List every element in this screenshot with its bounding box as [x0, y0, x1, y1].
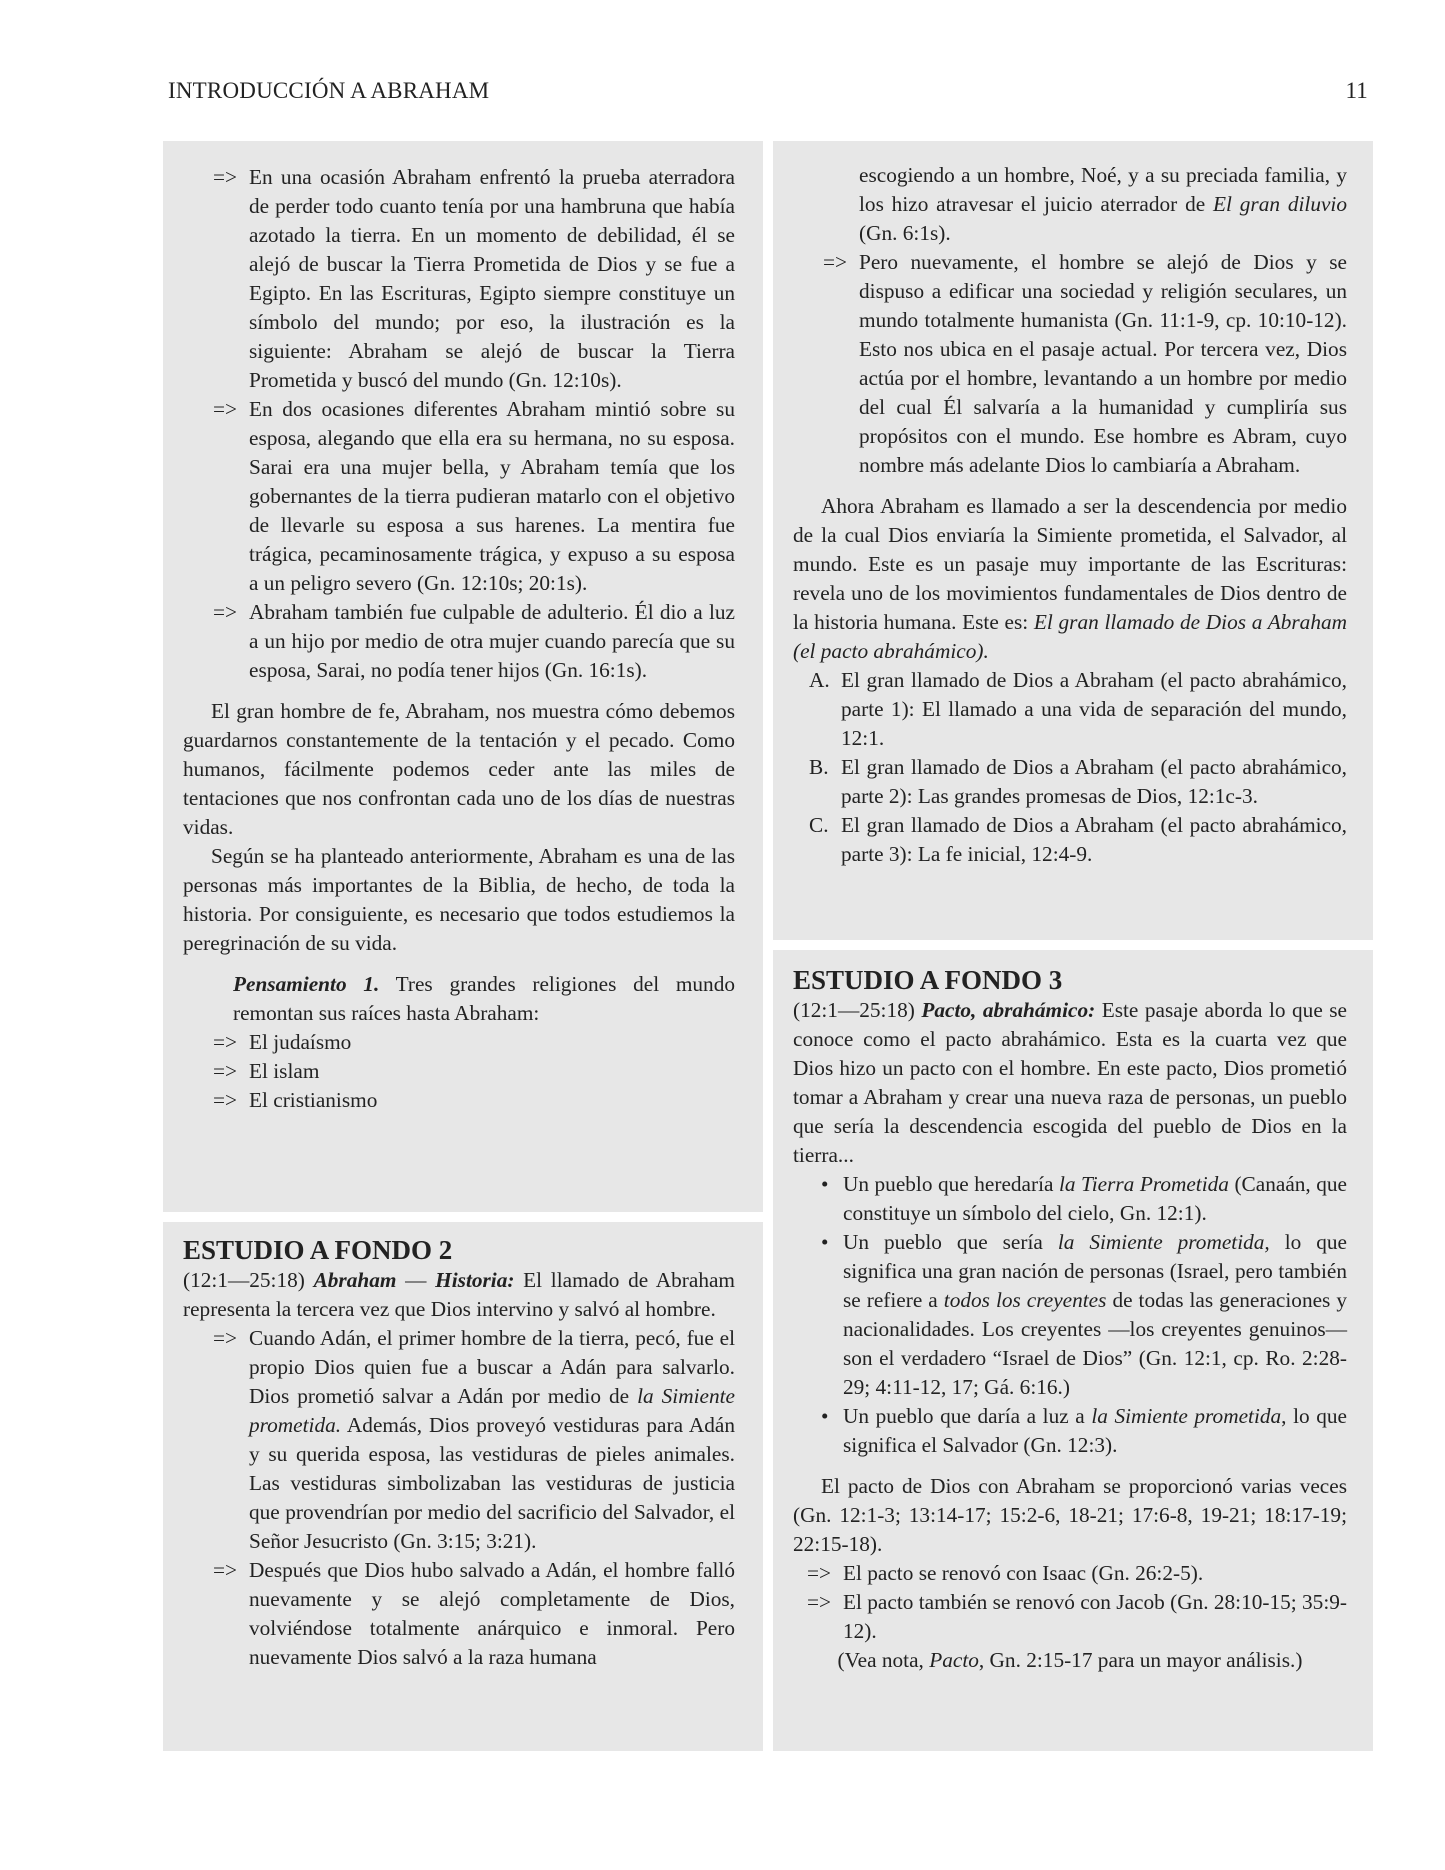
dash: —: [405, 1268, 427, 1292]
list-item: [823, 248, 1347, 480]
arrow-marker: =>: [213, 165, 238, 189]
page-header: [168, 78, 1368, 110]
list-item: [213, 1556, 735, 1672]
study-box-2: [163, 1222, 763, 1751]
outline-item: [809, 753, 1347, 811]
list-item-text: Cuando Adán, el primer hombre de la tierra, pecó, fue el propio Dios quien fue a buscar a Adán para salvarlo. Dios prometió salvar a Adán por medio de la Simiente prometida. Además, Dios proveyó vestiduras para Adán y su querida esposa, las vestiduras de pieles animales. Las vestiduras simbolizaban las vestiduras de justicia que provendrían por medio del sacrificio del Salvador, el Señor Jesucristo (Gn. 3:15; 3:21).: [249, 1326, 735, 1553]
list-item-text: Abraham también fue culpable de adulterio. Él dio a luz a un hijo por medio de otra mujer cuando parecía que su esposa, Sarai, no podía tener hijos (Gn. 16:1s).: [249, 600, 735, 682]
bullet-item: [821, 1402, 1347, 1460]
study-label: Pacto, abrahámico:: [921, 998, 1096, 1022]
list-item-text: Después que Dios hubo salvado a Adán, el hombre falló nuevamente y se alejó completamente de Dios, volviéndose totalmente anárquico e inmoral. Pero nuevamente Dios salvó a la raza humana: [249, 1558, 735, 1669]
study-label: Historia:: [435, 1268, 515, 1292]
list-item-text: El pacto también se renovó con Jacob (Gn. 28:10-15; 35:9-12).: [843, 1590, 1347, 1643]
arrow-marker: =>: [213, 397, 238, 421]
bullet-item: [821, 1228, 1347, 1402]
continued-text: escogiendo a un hombre, Noé, y a su preciada familia, y los hizo atravesar el juicio aterrador de El gran diluvio (Gn. 6:1s).: [859, 163, 1348, 245]
outline-item: [809, 811, 1347, 869]
thought-label: Pensamiento 1.: [233, 972, 380, 996]
left-text-box: [163, 141, 763, 1212]
list-item: [213, 598, 735, 685]
outline-text: El gran llamado de Dios a Abraham (el pacto abrahámico, parte 2): Las grandes promesas de Dios, 12:1c-3.: [841, 755, 1347, 808]
study-heading: ESTUDIO A FONDO 2: [183, 1235, 453, 1265]
bullet-text: Un pueblo que sería la Simiente prometida, lo que significa una gran nación de personas (Israel, pero también se refiere a todos los creyentes de todas las generaciones y nacionalidades. Los creyentes —los creyentes genuinos— son el verdadero “Israel de Dios” (Gn. 12:1, cp. Ro. 2:28-29; 4:11-12, 17; Gá. 6:16.): [843, 1230, 1347, 1399]
reference: (12:1—25:18): [183, 1268, 305, 1292]
bullet-icon: •: [821, 1230, 829, 1254]
arrow-marker: =>: [213, 1059, 238, 1083]
study-intro: [793, 996, 1347, 1170]
running-title: INTRODUCCIÓN A ABRAHAM: [168, 78, 490, 103]
bullet-item: [821, 1170, 1347, 1228]
footnote: (Vea nota, Pacto, Gn. 2:15-17 para un mayor análisis.): [837, 1648, 1303, 1672]
study-box-3: [773, 950, 1373, 1751]
list-item: [213, 1028, 735, 1057]
page-number: 11: [1345, 78, 1368, 103]
outline-letter: A.: [809, 668, 830, 692]
thought-paragraph: [233, 970, 735, 1028]
list-item: [807, 1588, 1347, 1646]
outline-text: El gran llamado de Dios a Abraham (el pacto abrahámico, parte 1): El llamado a una vida de separación del mundo, 12:1.: [841, 668, 1347, 750]
outline-text: El gran llamado de Dios a Abraham (el pacto abrahámico, parte 3): La fe inicial, 12:4-9.: [841, 813, 1347, 866]
arrow-marker: =>: [807, 1561, 832, 1585]
list-item: [213, 1086, 735, 1115]
study-label: Abraham: [313, 1268, 397, 1292]
arrow-marker: =>: [213, 1326, 238, 1350]
bullet-text: Un pueblo que daría a luz a la Simiente prometida, lo que significa el Salvador (Gn. 12:3).: [843, 1404, 1347, 1457]
list-item: [213, 1057, 735, 1086]
arrow-marker: =>: [807, 1590, 832, 1614]
religion-item: El judaísmo: [249, 1030, 352, 1054]
bullet-text: Un pueblo que heredaría la Tierra Prometida (Canaán, que constituye un símbolo del cielo, Gn. 12:1).: [843, 1172, 1347, 1225]
thought-text: Tres grandes religiones del mundo remontan sus raíces hasta Abraham:: [233, 972, 735, 1025]
paragraph: Según se ha planteado anteriormente, Abraham es una de las personas más importantes de la Biblia, de hecho, de toda la historia. Por consiguiente, es necesario que todos estudiemos la peregrinación de su vida.: [183, 844, 735, 955]
paragraph: Ahora Abraham es llamado a ser la descendencia por medio de la cual Dios enviaría la Simiente prometida, el Salvador, al mundo. Este es un pasaje muy importante de las Escrituras: revela uno de los movimientos fundamentales de Dios dentro de la historia humana. Este es: El gran llamado de Dios a Abraham (el pacto abrahámico).: [793, 494, 1347, 663]
arrow-marker: =>: [213, 600, 238, 624]
arrow-marker: =>: [823, 250, 848, 274]
list-item: [213, 395, 735, 598]
outline-letter: C.: [809, 813, 829, 837]
list-item-text: El pacto se renovó con Isaac (Gn. 26:2-5).: [843, 1561, 1204, 1585]
study-intro: [183, 1266, 735, 1324]
intro-text: El llamado de Abraham representa la tercera vez que Dios intervino y salvó al hombre.: [183, 1268, 736, 1321]
outline-item: [809, 666, 1347, 753]
arrow-marker: =>: [213, 1030, 238, 1054]
list-item: [213, 163, 735, 395]
bullet-icon: •: [821, 1404, 829, 1428]
list-item-text: En dos ocasiones diferentes Abraham mintió sobre su esposa, alegando que ella era su hermana, no su esposa. Sarai era una mujer bella, y Abraham temía que los gobernantes de la tierra pudieran matarlo con el objetivo de llevarle su esposa a sus harenes. La mentira fue trágica, pecaminosamente trágica, y expuso a su esposa a un peligro severo (Gn. 12:10s; 20:1s).: [249, 397, 735, 595]
religion-item: El islam: [249, 1059, 320, 1083]
arrow-marker: =>: [213, 1558, 238, 1582]
religion-item: El cristianismo: [249, 1088, 378, 1112]
list-item-text: En una ocasión Abraham enfrentó la prueba aterradora de perder todo cuanto tenía por una hambruna que había azotado la tierra. En un momento de debilidad, él se alejó de buscar la Tierra Prometida de Dios y se fue a Egipto. En las Escrituras, Egipto siempre constituye un símbolo del mundo; por eso, la ilustración es la siguiente: Abraham se alejó de buscar la Tierra Prometida y buscó del mundo (Gn. 12:10s).: [249, 165, 735, 392]
outline-letter: B.: [809, 755, 829, 779]
study-heading: ESTUDIO A FONDO 3: [793, 965, 1063, 995]
intro-text: Este pasaje aborda lo que se conoce como el pacto abrahámico. Esta es la cuarta vez que Dios hizo un pacto con el hombre. En este pacto, Dios prometió tomar a Abraham y crear una nueva raza de personas, un pueblo que sería la descendencia escogida del pueblo de Dios en la tierra...: [793, 998, 1347, 1167]
list-item-text: Pero nuevamente, el hombre se alejó de Dios y se dispuso a edificar una sociedad y religión seculares, un mundo totalmente humanista (Gn. 11:1-9, cp. 10:10-12). Esto nos ubica en el pasaje actual. Por tercera vez, Dios actúa por el hombre, levantando a un hombre por medio del cual Él salvaría a la humanidad y cumpliría sus propósitos con el mundo. Ese hombre es Abram, cuyo nombre más adelante Dios lo cambiaría a Abraham.: [859, 250, 1347, 477]
arrow-marker: =>: [213, 1088, 238, 1112]
reference: (12:1—25:18): [793, 998, 915, 1022]
paragraph: El gran hombre de fe, Abraham, nos muestra cómo debemos guardarnos constantemente de la tentación y el pecado. Como humanos, fácilmente podemos ceder ante las miles de tentaciones que nos confrontan cada uno de los días de nuestras vidas.: [183, 699, 735, 839]
bullet-icon: •: [821, 1172, 829, 1196]
list-item: [807, 1559, 1347, 1588]
right-text-box: [773, 141, 1373, 940]
list-item: [213, 1324, 735, 1556]
paragraph: El pacto de Dios con Abraham se proporcionó varias veces (Gn. 12:1-3; 13:14-17; 15:2-6, 18-21; 17:6-8, 19-21; 18:17-19; 22:15-18).: [793, 1474, 1347, 1556]
